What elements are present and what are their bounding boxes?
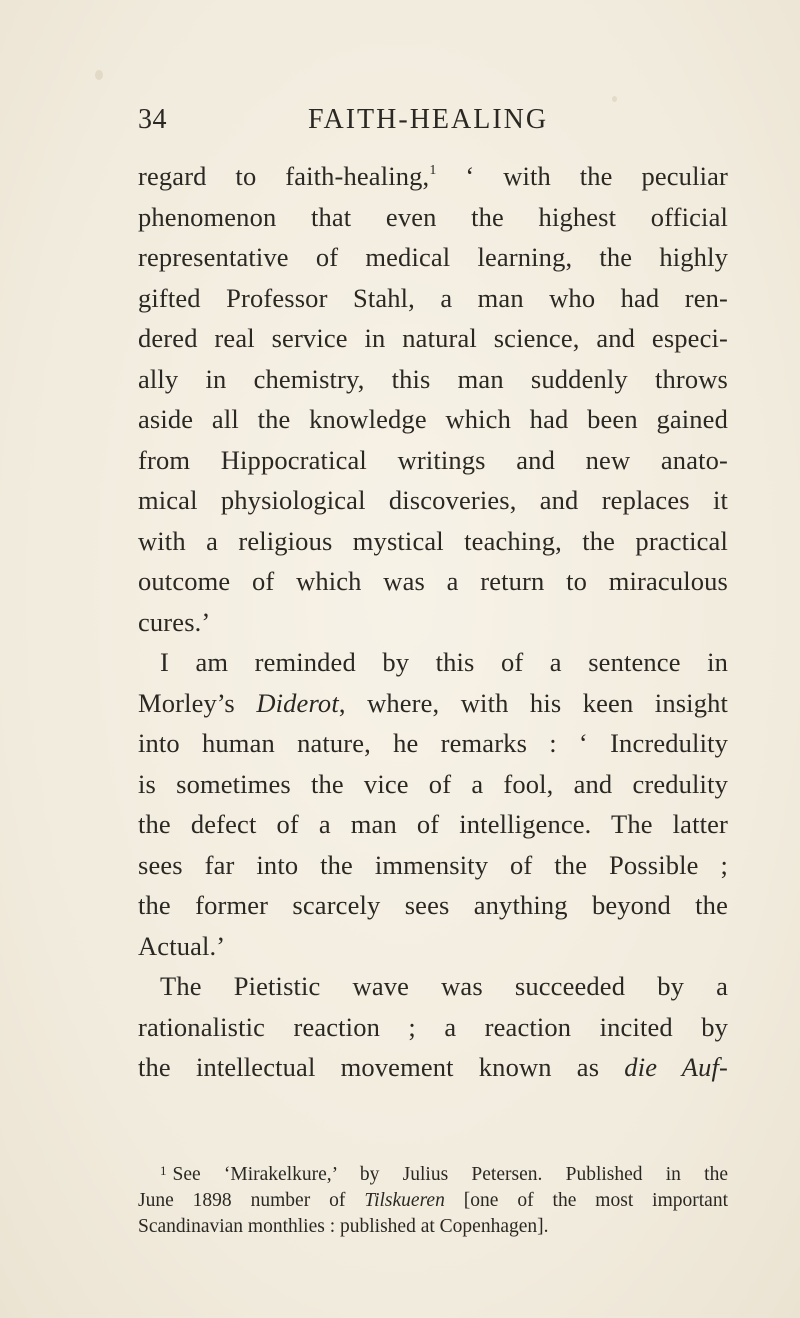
page-number: 34 bbox=[138, 104, 167, 135]
text-line: outcome of which was a return to miraculous bbox=[138, 566, 728, 596]
page-smudge-mark bbox=[612, 96, 617, 102]
text-line: Morley’s Diderot, where, with his keen insight bbox=[138, 687, 729, 718]
text-line: the intellectual movement known as die Auf- bbox=[138, 1052, 728, 1082]
running-head bbox=[0, 104, 800, 144]
running-title: FAITH-HEALING bbox=[308, 104, 549, 135]
text-line: from Hippocratical writings and new anato- bbox=[138, 444, 728, 475]
text-line: sees far into the immensity of the Possible ; bbox=[138, 849, 728, 880]
text-line: regard to faith-healing,$^1$ ‘ with the peculiar bbox=[138, 161, 728, 191]
text-line: the former scarcely sees anything beyond the bbox=[138, 890, 728, 920]
text-line: ally in chemistry, this man suddenly throws bbox=[138, 363, 728, 394]
text-line: is sometimes the vice of a fool, and credulity bbox=[138, 768, 728, 799]
text-line: rationalistic reaction ; a reaction incited by bbox=[138, 1011, 728, 1042]
text-line: aside all the knowledge which had been gained bbox=[138, 404, 728, 434]
paragraph-start-line: I am reminded by this of a sentence in bbox=[160, 647, 728, 677]
text-line: into human nature, he remarks : ‘ Incredulity bbox=[138, 728, 728, 758]
footnote-line: June 1898 number of Tilskueren [one of the most important bbox=[138, 1190, 728, 1211]
page-smudge-mark bbox=[95, 70, 103, 80]
text-line: phenomenon that even the highest official bbox=[138, 201, 728, 232]
text-line: gifted Professor Stahl, a man who had ren- bbox=[138, 282, 728, 313]
text-line: the defect of a man of intelligence. The latter bbox=[138, 809, 728, 839]
paragraph-start-line: The Pietistic wave was succeeded by a bbox=[160, 971, 728, 1001]
footnote-line: Scandinavian monthlies : published at Copenhagen]. bbox=[138, 1216, 549, 1237]
text-line: with a religious mystical teaching, the practical bbox=[138, 525, 728, 556]
text-line: Actual.’ bbox=[138, 930, 226, 961]
periodical-title-italic: Tilskueren bbox=[364, 1190, 445, 1211]
footnote-marker: 1 bbox=[160, 1163, 167, 1178]
text-line: dered real service in natural science, and especi- bbox=[138, 323, 728, 353]
text-line: representative of medical learning, the highly bbox=[138, 242, 728, 272]
footnotes bbox=[138, 1162, 728, 1240]
german-term-italic: die Auf- bbox=[624, 1052, 728, 1082]
footnote-line: $^1$ See ‘Mirakelkure,’ by Julius Petersen. Published in the bbox=[160, 1163, 728, 1185]
book-title-italic: Diderot bbox=[256, 687, 339, 718]
body-text bbox=[138, 156, 728, 1088]
text-line: mical physiological discoveries, and replaces it bbox=[138, 485, 728, 515]
footnote-reference: 1 bbox=[429, 163, 437, 178]
text-line: cures.’ bbox=[138, 606, 211, 637]
